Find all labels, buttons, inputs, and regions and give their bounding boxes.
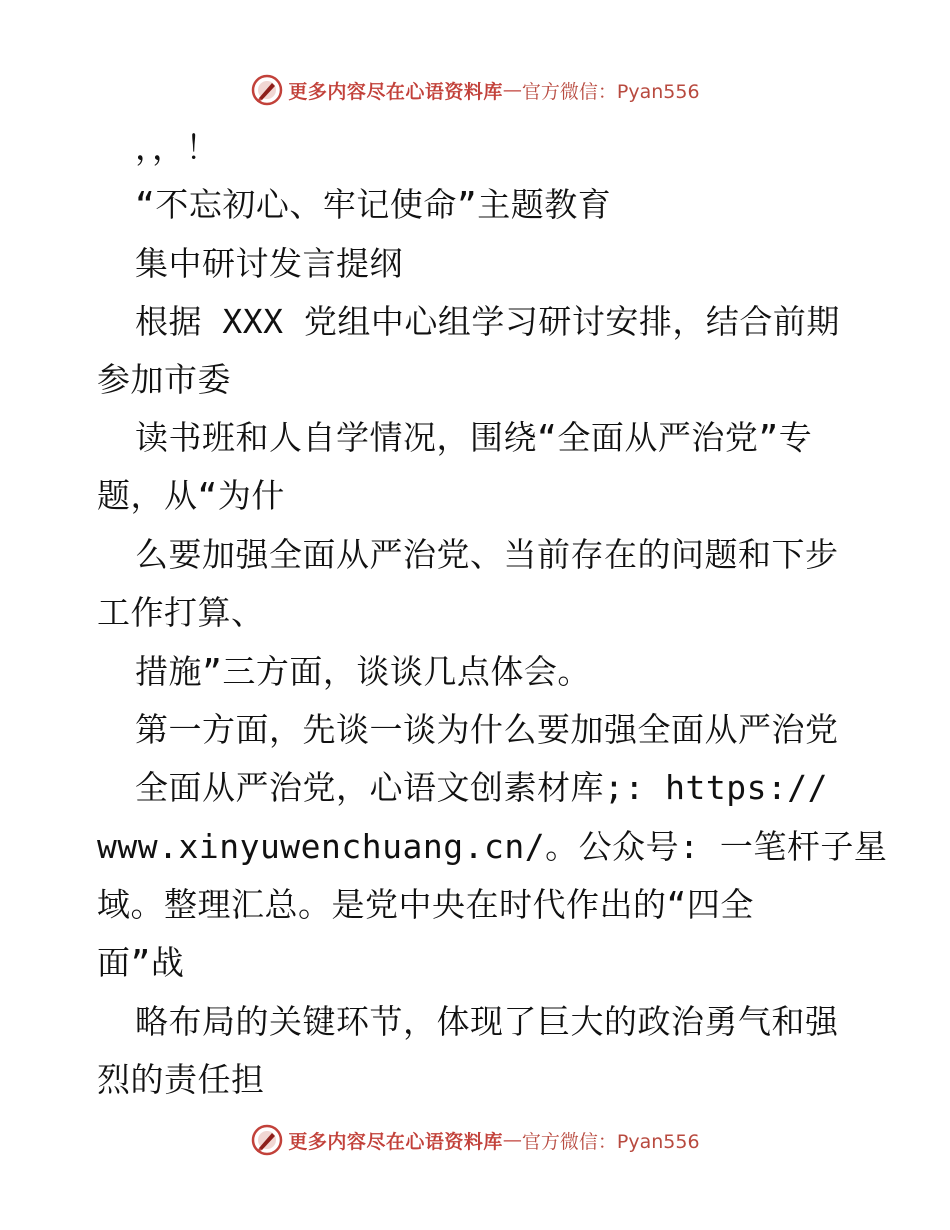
text-line: 域。整理汇总。是党中央在时代作出的“四全	[97, 885, 754, 924]
text-line: 参加市委	[97, 360, 231, 399]
pen-circle-logo-icon	[250, 1123, 284, 1157]
banner-separator: —	[502, 1129, 522, 1151]
text-line: 第一方面，先谈一谈为什么要加强全面从严治党	[135, 710, 839, 749]
banner-separator: —	[502, 79, 522, 101]
text-line: 略布局的关键环节，体现了巨大的政治勇气和强	[135, 1002, 839, 1041]
text-line: 全面从严治党，心语文创素材库;: https://	[135, 768, 829, 807]
text-line: “不忘初心、牢记使命”主题教育	[135, 185, 612, 224]
banner-title: 更多内容尽在心语资料库	[288, 1130, 503, 1153]
text-line: 集中研讨发言提纲	[135, 244, 403, 283]
text-line: 烈的责任担	[97, 1060, 265, 1099]
text-line: 么要加强全面从严治党、当前存在的问题和下步	[135, 535, 839, 574]
text-line: 面”战	[97, 943, 185, 982]
text-line: 措施”三方面，谈谈几点体会。	[135, 652, 591, 691]
text-line: ，，！	[135, 128, 219, 167]
pen-circle-logo-icon	[250, 73, 284, 107]
banner-wechat: 官方微信：Pyan556	[521, 1130, 700, 1153]
text-line: 工作打算、	[97, 593, 265, 632]
footer-banner	[0, 1120, 950, 1160]
header-banner	[0, 70, 950, 110]
text-line: 题，从“为什	[97, 476, 285, 515]
banner-title: 更多内容尽在心语资料库	[288, 80, 503, 103]
text-line: 根据 XXX 党组中心组学习研讨安排，结合前期	[135, 302, 840, 341]
banner-wechat: 官方微信：Pyan556	[521, 80, 700, 103]
text-line: 读书班和人自学情况，围绕“全面从严治党”专	[135, 418, 813, 457]
text-line: www.xinyuwenchuang.cn/。公众号: 一笔杆子星	[97, 827, 888, 866]
